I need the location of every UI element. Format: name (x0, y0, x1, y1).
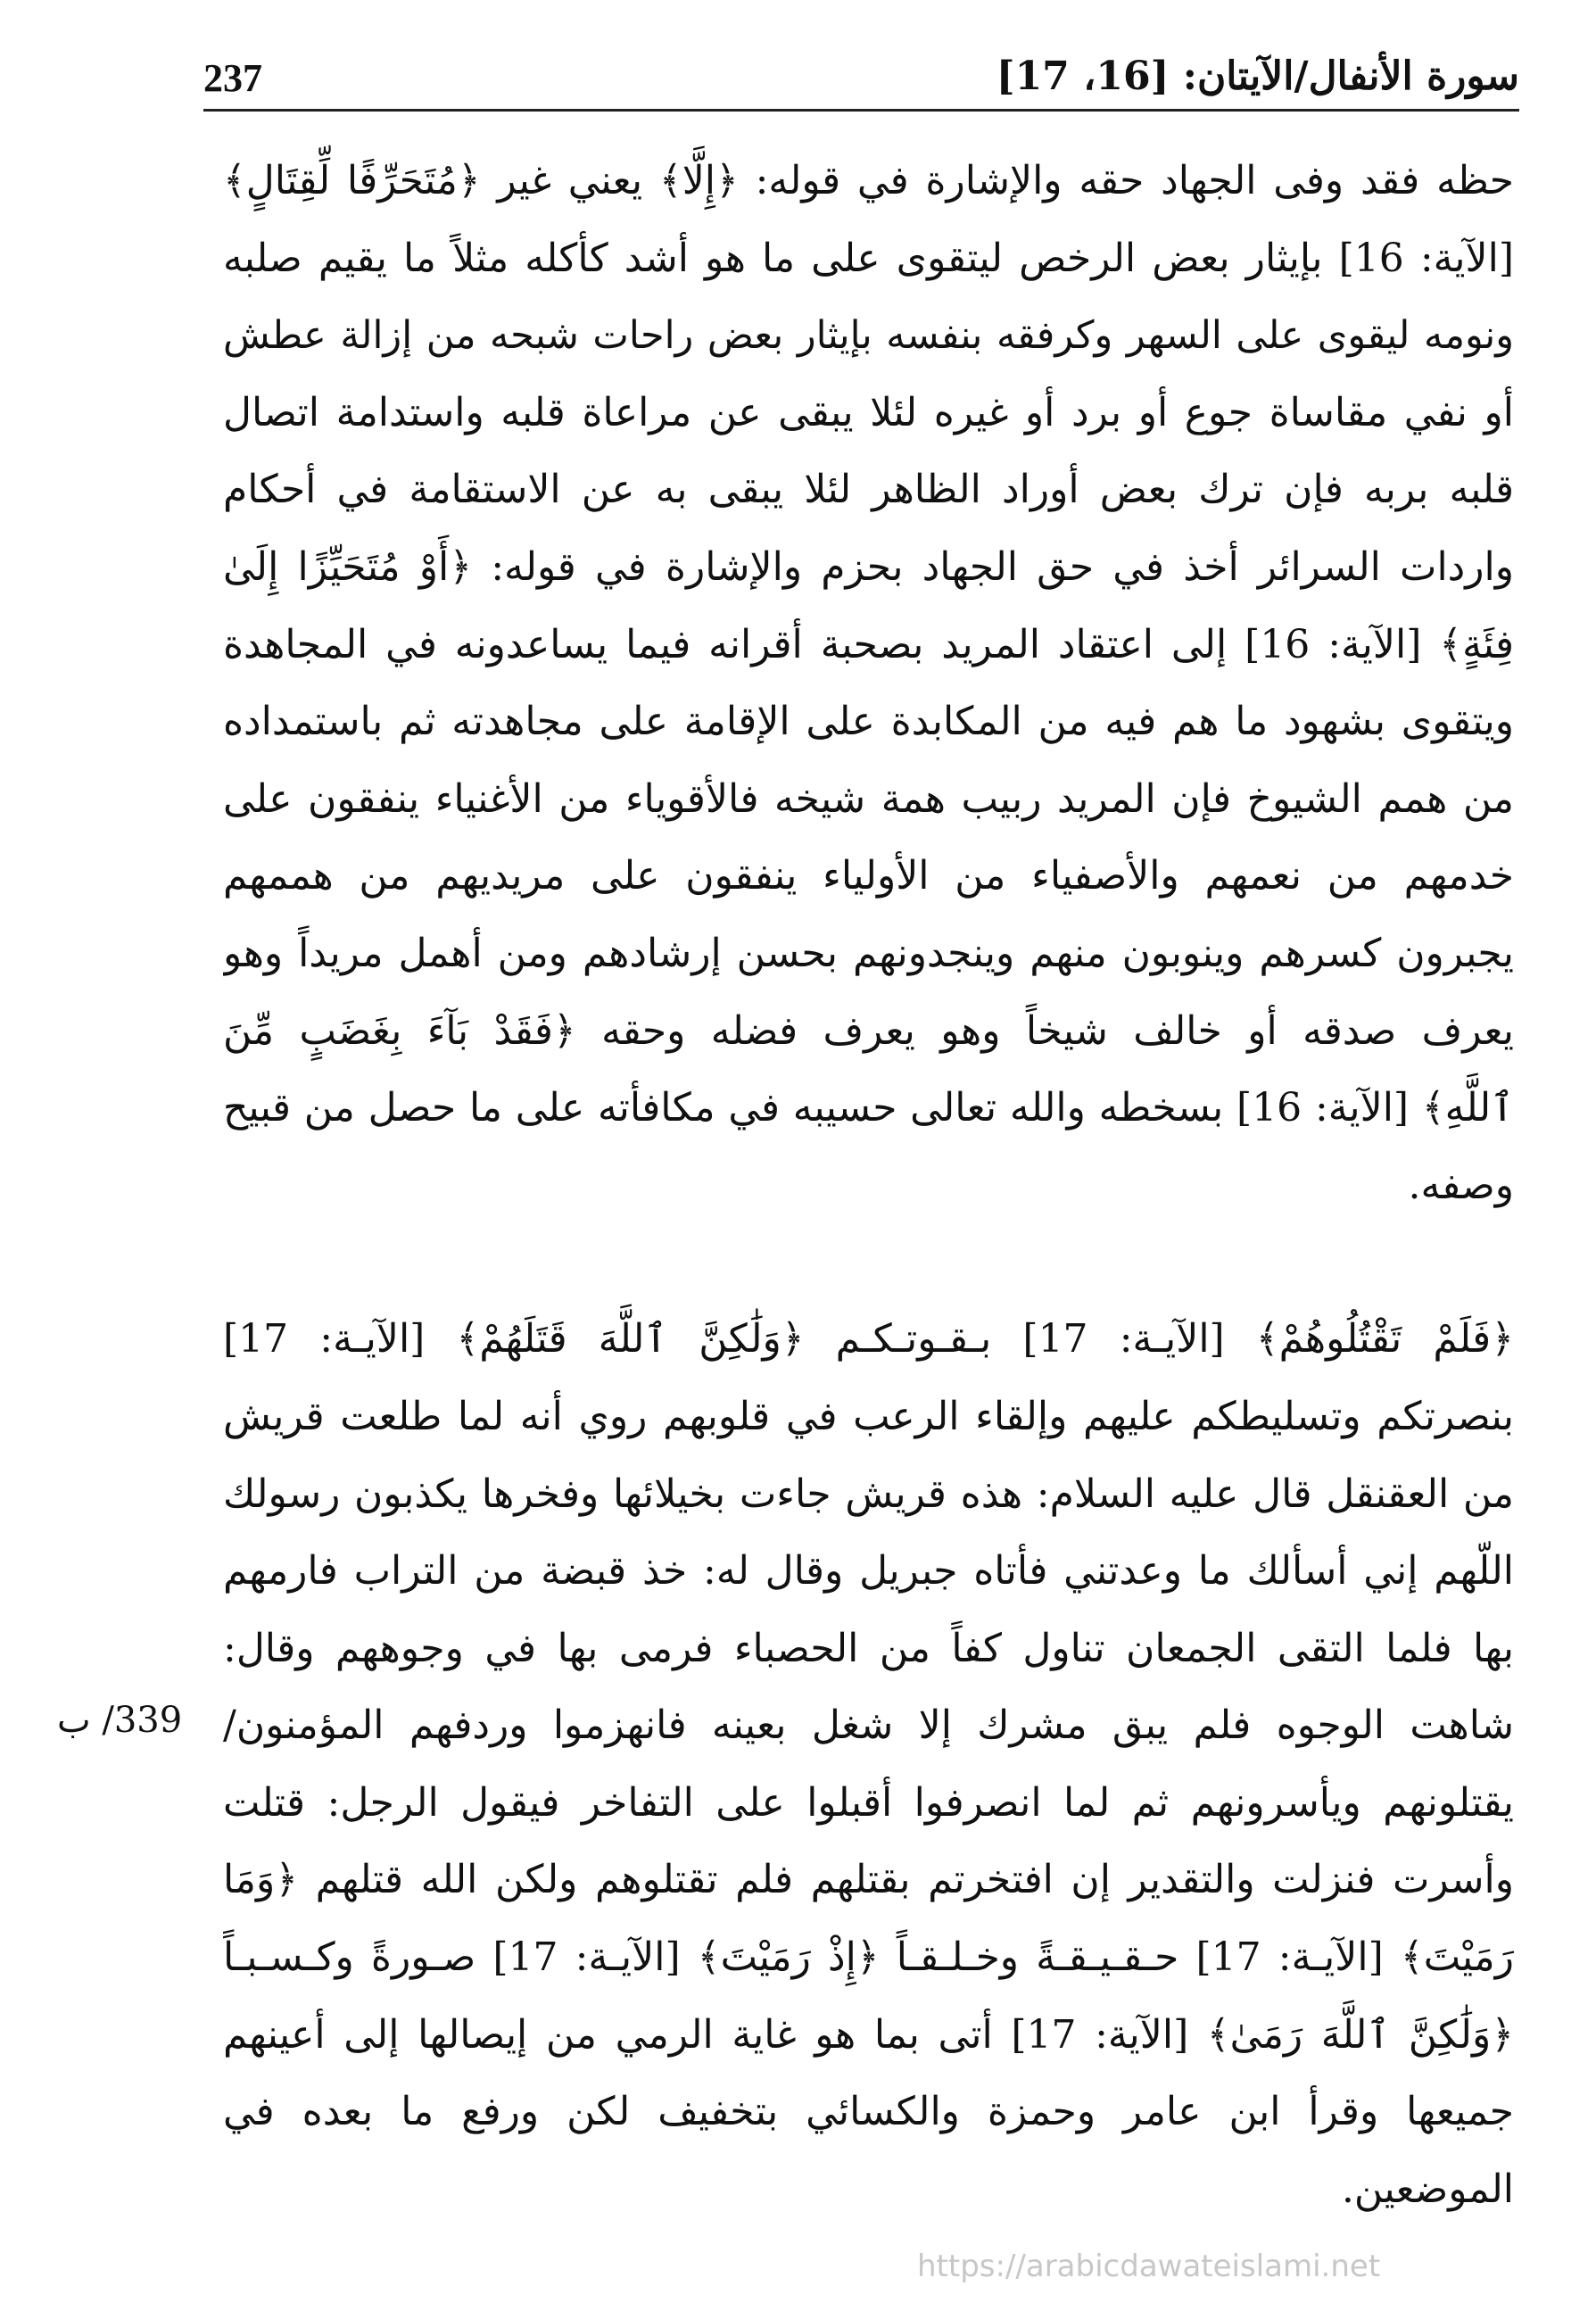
text-line: ونومه ليقوى على السهر وكرفقه بنفسه بإيثار بعض راحات شبحه من إزالة عطش (223, 313, 1514, 359)
paragraph-verse-17 (223, 1301, 1514, 2228)
text-line: من العقنقل قال عليه السلام: هذه قريش جاءت بخيلائها وفخرها يكذبون رسولك (223, 1470, 1514, 1517)
text-line: بنصرتكم وتسليطكم عليهم وإلقاء الرعب في قلوبهم روي أنه لما طلعت قريش (223, 1393, 1514, 1439)
text-line: ٱللَّهِ﴾ [الآية: 16] بسخطه والله تعالى حسيبه في مكافأته على ما حصل من قبيح (223, 1085, 1514, 1131)
text-line: وصفه. (1408, 1162, 1514, 1208)
manuscript-folio-note: 339/ ب (57, 1700, 183, 1741)
text-line: أو نفي مقاساة جوع أو برد أو غيره لئلا يبقى عن مراعاة قلبه واستدامة اتصال (223, 389, 1514, 435)
text-line: رَمَيْتَ﴾ [الآيـة: 17] حـقـيـقـةً وخـلـقـاً ﴿إِذْ رَمَيْتَ﴾ [الآيـة: 17] صـورةً وكـسـبـاً (223, 1934, 1514, 1981)
text-line: ﴿فَلَمْ تَقْتُلُوهُمْ﴾ [الآيـة: 17] بـقـوتـكـم ﴿وَلَٰكِنَّ ٱللَّهَ قَتَلَهُمْ﴾ [الآيـة: 17] (223, 1316, 1514, 1363)
watermark: https://arabicdawateislami.net (917, 2249, 1381, 2284)
text-line: شاهت الوجوه فلم يبق مشرك إلا شغل بعينه فانهزموا وردفهم المؤمنون/ (223, 1702, 1514, 1749)
text-line: جميعها وقرأ ابن عامر وحمزة والكسائي بتخفيف لكن ورفع ما بعده في (223, 2089, 1514, 2135)
text-line: اللّهم إني أسألك ما وعدتني فأتاه جبريل وقال له: خذ قبضة من التراب فارمهم (223, 1548, 1514, 1595)
page-number: 237 (203, 56, 262, 100)
text-line: ﴿وَلَٰكِنَّ ٱللَّهَ رَمَىٰ﴾ [الآية: 17] أتى بما هو غاية الرمي من إيصالها إلى أعينهم (223, 2011, 1514, 2058)
text-line: يقتلونهم ويأسرونهم ثم لما انصرفوا أقبلوا على التفاخر فيقول الرجل: قتلت (223, 1779, 1514, 1826)
paragraph-verse-16 (223, 143, 1514, 1224)
text-line: ويتقوى بشهود ما هم فيه من المكابدة على الإقامة على مجاهدته ثم باستمداده (223, 699, 1514, 745)
text-line: حظه فقد وفى الجهاد حقه والإشارة في قوله: ﴿إِلَّا﴾ يعني غير ﴿مُتَحَرِّفًا لِّقِتَالٍ﴾ (223, 158, 1514, 203)
text-line: وأسرت فنزلت والتقدير إن افتخرتم بقتلهم فلم تقتلوهم ولكن الله قتلهم ﴿وَمَا (223, 1857, 1514, 1903)
text-line: بها فلما التقى الجمعان تناول كفاً من الحصباء فرمى بها في وجوههم وقال: (223, 1625, 1514, 1671)
text-line: يعرف صدقه أو خالف شيخاً وهو يعرف فضله وحقه ﴿فَقَدْ بَآءَ بِغَضَبٍ مِّنَ (223, 1007, 1514, 1054)
text-line: من همم الشيوخ فإن المريد ربيب همة شيخه فالأقوياء من الأغنياء ينفقون على (223, 775, 1514, 822)
text-line: قلبه بربه فإن ترك بعض أوراد الظاهر لئلا يبقى به عن الاستقامة في أحكام (223, 467, 1514, 513)
running-head: سورة الأنفال/الآيتان: [16، 17] (996, 54, 1519, 99)
page-header (203, 46, 1519, 112)
text-line: واردات السرائر أخذ في حق الجهاد بحزم والإشارة في قوله: ﴿أَوْ مُتَحَيِّزًا إِلَىٰ (223, 543, 1514, 590)
text-line: يجبرون كسرهم وينوبون منهم وينجدونهم بحسن إرشادهم ومن أهمل مريداً وهو (223, 930, 1514, 976)
text-line: خدمهم من نعمهم والأصفياء من الأولياء ينفقون على مريديهم من هممهم (223, 853, 1514, 899)
text-line: الموضعين. (1341, 2166, 1514, 2212)
text-line: فِئَةٍ﴾ [الآية: 16] إلى اعتقاد المريد بصحبة أقرانه فيما يساعدونه في المجاهدة (223, 621, 1514, 667)
text-line: [الآية: 16] بإيثار بعض الرخص ليتقوى على ما هو أشد كأكله مثلاً ما يقيم صلبه (223, 235, 1514, 281)
main-text (223, 143, 1514, 2228)
